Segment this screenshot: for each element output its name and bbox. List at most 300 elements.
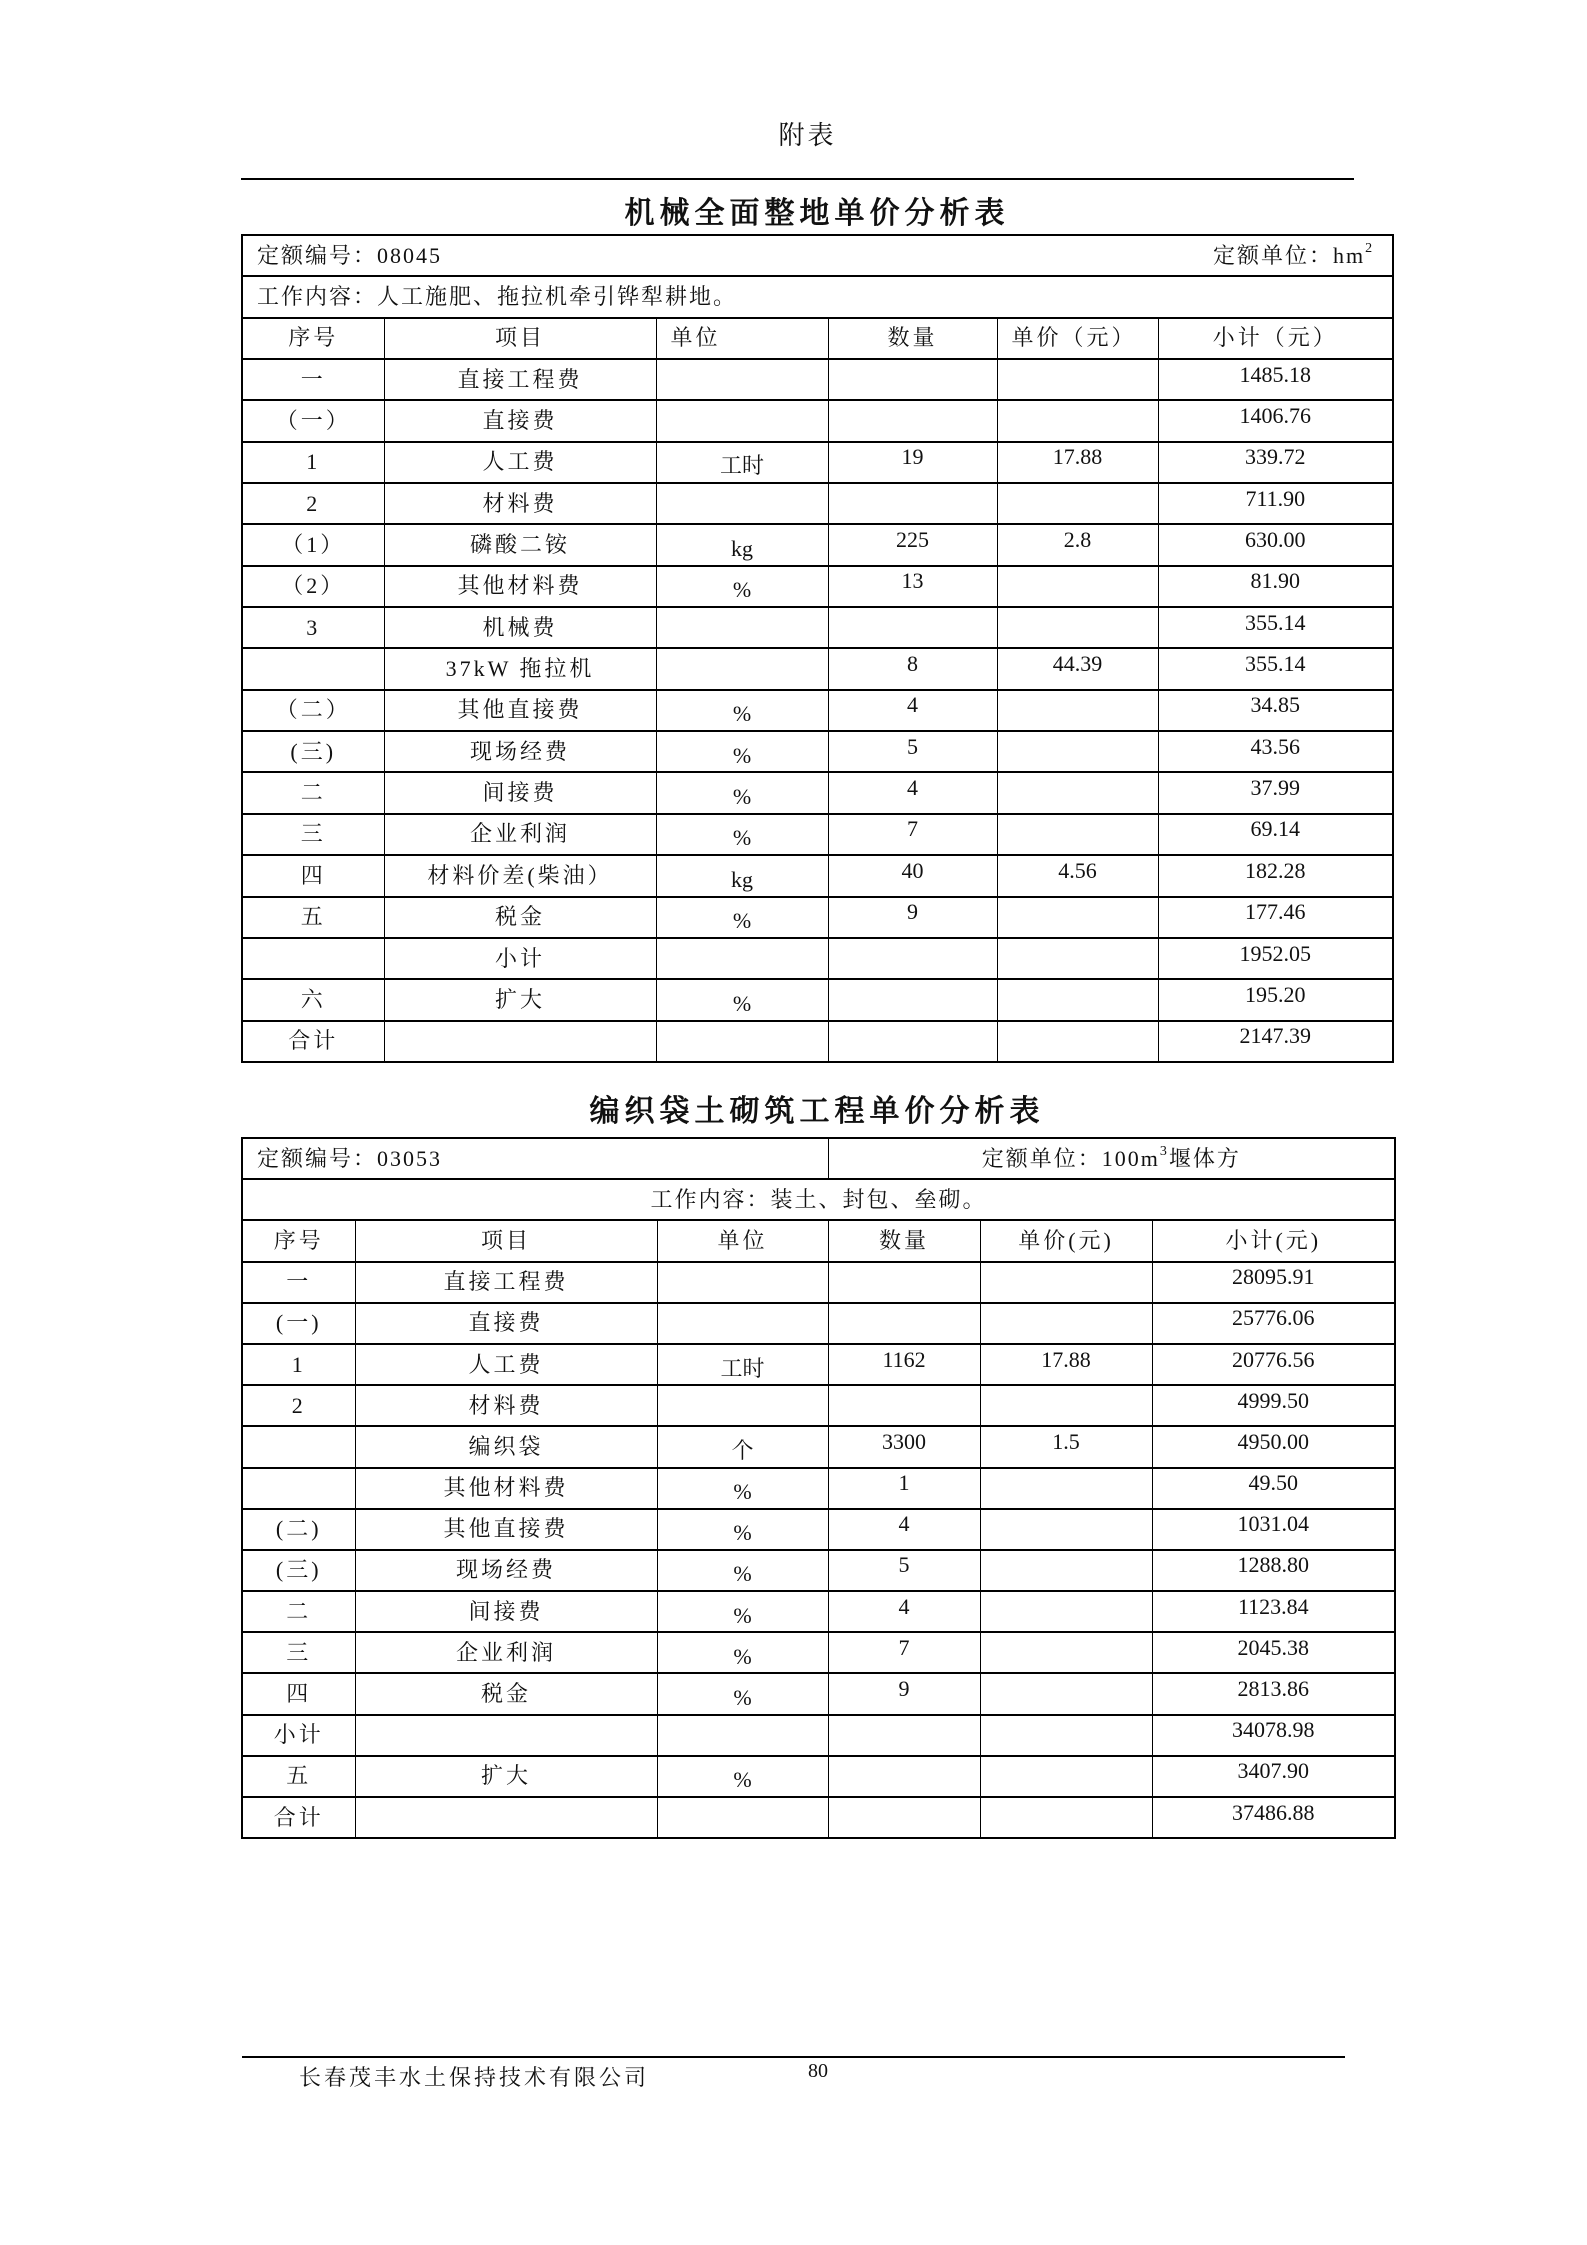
table2-cell-subtotal: 28095.91 [1232, 1264, 1315, 1290]
table1-header-qty: 数量 [828, 318, 997, 359]
table2-row [242, 1797, 1395, 1838]
table1-cell-item: 其他材料费 [457, 573, 583, 599]
table2-cell-unit: % [733, 1685, 752, 1711]
table1-cell [384, 731, 656, 772]
table1-header-item: 项目 [384, 318, 656, 359]
table2-row [242, 1303, 1395, 1344]
table1-cell [997, 690, 1158, 731]
table1-cell [997, 938, 1158, 979]
table1-title: 机械全面整地单价分析表 [624, 197, 1010, 230]
table2-cell [657, 1426, 828, 1467]
table2-cell-seq: (三) [275, 1557, 322, 1583]
table2-cell-subtotal: 20776.56 [1232, 1346, 1315, 1372]
table1-cell-subtotal: 355.14 [1245, 651, 1306, 677]
table1-cell [242, 648, 384, 689]
table1-cell [242, 897, 384, 938]
table1-row [242, 1021, 1393, 1062]
table1-cell-price: 44.39 [1052, 651, 1103, 677]
table1-cell [1158, 855, 1393, 896]
table1 [241, 234, 1394, 1063]
table2-cell [355, 1468, 657, 1509]
table2-cell [1152, 1303, 1395, 1344]
table2-row [242, 1632, 1395, 1673]
table1-cell-subtotal: 1952.05 [1239, 940, 1312, 966]
table1-cell-item: 间接费 [482, 780, 558, 806]
table1-cell [656, 524, 828, 565]
table2-cell [1152, 1468, 1395, 1509]
table1-cell-item: 现场经费 [469, 738, 570, 764]
table2-cell [1152, 1385, 1395, 1426]
table2-cell-subtotal: 4950.00 [1237, 1428, 1310, 1454]
table1-cell [997, 566, 1158, 607]
table1-row [242, 979, 1393, 1020]
table2-cell-subtotal: 4999.50 [1237, 1387, 1310, 1413]
table2-cell [980, 1550, 1152, 1591]
table2-cell [980, 1632, 1152, 1673]
table1-cell-unit: % [732, 784, 752, 810]
table2-cell [355, 1591, 657, 1632]
table2-row [242, 1509, 1395, 1550]
table1-row [242, 855, 1393, 896]
table2-cell [980, 1468, 1152, 1509]
table1-cell-subtotal: 81.90 [1250, 568, 1301, 594]
table1-cell [656, 359, 828, 400]
table2-cell [657, 1673, 828, 1714]
table1-cell-item: 其他直接费 [457, 697, 583, 723]
table2-cell-unit: % [733, 1520, 752, 1546]
table1-cell [1158, 400, 1393, 441]
table2-cell [828, 1797, 980, 1838]
table1-header-seq: 序号 [242, 318, 384, 359]
table1-cell [384, 359, 656, 400]
table1-cell-qty: 4 [907, 692, 918, 718]
table1-cell [997, 524, 1158, 565]
table2-cell [355, 1303, 657, 1344]
table1-row [242, 814, 1393, 855]
table1-cell [1158, 359, 1393, 400]
table2-quota-unit-sup: 3 [1159, 1144, 1169, 1160]
table2-cell-item: 扩大 [480, 1763, 531, 1789]
table2-quota-unit [828, 1138, 1395, 1179]
table2-cell-subtotal: 1288.80 [1237, 1552, 1310, 1578]
table1-cell-subtotal: 177.46 [1245, 899, 1306, 925]
table2-cell-unit: % [733, 1561, 752, 1587]
table1-cell [1158, 690, 1393, 731]
table2-quota-no: 定额编号：03053 [242, 1138, 828, 1179]
table2-work-content: 工作内容：装土、封包、垒砌。 [242, 1179, 1395, 1220]
table2-cell [828, 1591, 980, 1632]
table1-cell [242, 566, 384, 607]
table2-cell-item: 人工费 [468, 1351, 544, 1377]
table2-cell [980, 1797, 1152, 1838]
table2-cell [355, 1756, 657, 1797]
table1-cell [656, 483, 828, 524]
table2-cell-subtotal: 34078.98 [1232, 1717, 1315, 1743]
table1-cell-seq: 一 [300, 366, 326, 392]
table2-cell [242, 1262, 355, 1303]
table1-cell-unit: % [732, 825, 752, 851]
table1-cell [828, 566, 997, 607]
table1-cell [242, 400, 384, 441]
table1-cell [997, 442, 1158, 483]
table1-cell [384, 442, 656, 483]
table1-cell [1158, 607, 1393, 648]
footer-rule [242, 2056, 1345, 2058]
table1-row [242, 938, 1393, 979]
table2-cell [242, 1673, 355, 1714]
table1-cell-qty: 19 [901, 444, 924, 470]
table2-row [242, 1262, 1395, 1303]
table1-cell [656, 979, 828, 1020]
table1-cell-price: 17.88 [1052, 444, 1103, 470]
table2-row [242, 1344, 1395, 1385]
table1-cell-qty: 8 [907, 651, 918, 677]
table1-header-row [242, 318, 1393, 359]
table1-cell [242, 731, 384, 772]
table1-work-content: 工作内容：人工施肥、拖拉机牵引铧犁耕地。 [242, 276, 1393, 317]
table1-cell-qty: 13 [901, 568, 924, 594]
table2-quota-unit-suffix: 堰体方 [1168, 1145, 1241, 1171]
table1-cell-seq: 1 [306, 449, 321, 475]
table1-cell [828, 648, 997, 689]
table2-quota-unit-label: 定额单位：100m [981, 1145, 1160, 1171]
table2-cell-seq: (一) [275, 1310, 322, 1336]
table1-cell [997, 607, 1158, 648]
table2-cell [828, 1756, 980, 1797]
table1-cell [242, 814, 384, 855]
table1-cell [1158, 442, 1393, 483]
table1-cell [828, 938, 997, 979]
table1-cell [1158, 648, 1393, 689]
table2-cell-seq: 三 [286, 1639, 312, 1665]
table2-cell [1152, 1344, 1395, 1385]
table1-header-unit: 单位 [656, 318, 828, 359]
table2-cell [828, 1715, 980, 1756]
table2-header-unit: 单位 [657, 1220, 828, 1261]
table2-cell-price: 17.88 [1041, 1346, 1091, 1372]
table1-cell [384, 690, 656, 731]
table1-row [242, 524, 1393, 565]
table1-cell [384, 979, 656, 1020]
table1-cell [656, 442, 828, 483]
table2-cell-seq: 合计 [273, 1804, 324, 1830]
table2-header-item: 项目 [355, 1220, 657, 1261]
table1-cell [656, 731, 828, 772]
table2-cell-qty: 1162 [882, 1346, 926, 1372]
table1-cell-subtotal: 339.72 [1245, 444, 1306, 470]
table1-cell-item: 税金 [494, 904, 545, 930]
table2-cell [657, 1632, 828, 1673]
table1-cell [656, 690, 828, 731]
table2-header-subtotal: 小计(元) [1152, 1220, 1395, 1261]
table1-cell-subtotal: 1485.18 [1239, 361, 1312, 387]
table2-cell [980, 1385, 1152, 1426]
table2-cell [657, 1591, 828, 1632]
table2-row [242, 1426, 1395, 1467]
table1-cell [997, 772, 1158, 813]
table2-cell-seq: 一 [286, 1269, 312, 1295]
table1-cell [1158, 566, 1393, 607]
table1-cell [384, 1021, 656, 1062]
table1-cell-unit: 工时 [719, 453, 764, 479]
table2-cell [657, 1344, 828, 1385]
table2-header-qty: 数量 [828, 1220, 980, 1261]
table1-cell [384, 566, 656, 607]
table1-cell [828, 690, 997, 731]
table1-cell [828, 607, 997, 648]
table1-cell [1158, 524, 1393, 565]
table1-cell-seq: （一） [275, 408, 351, 434]
table1-cell-subtotal: 711.90 [1245, 485, 1306, 511]
table2-cell [980, 1756, 1152, 1797]
table1-cell-item: 直接工程费 [457, 366, 583, 392]
table1-cell-price: 2.8 [1063, 527, 1092, 553]
table2-cell-item: 其他材料费 [443, 1475, 569, 1501]
table1-cell [997, 400, 1158, 441]
footer-company: 长春茂丰水土保持技术有限公司 [299, 2065, 650, 2090]
table2-cell-subtotal: 49.50 [1248, 1470, 1299, 1496]
table1-cell [1158, 772, 1393, 813]
table1-row [242, 359, 1393, 400]
table2-cell-seq: 小计 [273, 1722, 324, 1748]
table2-cell [242, 1632, 355, 1673]
table1-cell-seq: 五 [300, 904, 326, 930]
table2-cell [980, 1303, 1152, 1344]
table1-cell-seq: 2 [306, 490, 321, 516]
table1-cell-item: 直接费 [482, 408, 558, 434]
table1-cell [242, 690, 384, 731]
table2-cell [980, 1509, 1152, 1550]
table1-cell-unit: kg [731, 536, 753, 562]
table1-cell [384, 772, 656, 813]
table1-cell [242, 442, 384, 483]
table2-cell [828, 1426, 980, 1467]
table1-cell-seq: 3 [306, 614, 321, 640]
table1-cell [384, 400, 656, 441]
table1-cell [242, 483, 384, 524]
table2-cell [355, 1673, 657, 1714]
table1-cell [656, 607, 828, 648]
table1-cell-unit: % [732, 701, 752, 727]
table2-cell [828, 1632, 980, 1673]
table2-cell [355, 1344, 657, 1385]
table1-cell-seq: （1） [281, 532, 346, 558]
table2-cell [1152, 1550, 1395, 1591]
table1-cell [384, 855, 656, 896]
table2-row [242, 1673, 1395, 1714]
table1-quota-no: 定额编号：08045 [257, 242, 443, 268]
table1-cell [997, 359, 1158, 400]
table2-cell [828, 1385, 980, 1426]
table1-cell-qty: 7 [907, 816, 918, 842]
table1-cell-seq: 合计 [288, 1028, 339, 1054]
table1-cell-seq: （2） [281, 573, 346, 599]
table1-cell [997, 483, 1158, 524]
table2-cell [828, 1468, 980, 1509]
table1-header-price: 单价（元） [997, 318, 1158, 359]
table1-cell-subtotal: 34.85 [1250, 692, 1301, 718]
table2-cell-seq: 四 [286, 1681, 312, 1707]
table2-cell [980, 1344, 1152, 1385]
table1-cell [828, 442, 997, 483]
table2-cell [242, 1344, 355, 1385]
table1-cell-subtotal: 355.14 [1245, 609, 1306, 635]
table1-row [242, 442, 1393, 483]
table1-cell-subtotal: 1406.76 [1239, 403, 1312, 429]
table1-row [242, 400, 1393, 441]
table2-cell [828, 1344, 980, 1385]
table2-cell-unit: 个 [731, 1437, 754, 1463]
table1-cell [242, 938, 384, 979]
table2-cell [657, 1468, 828, 1509]
table2-cell [657, 1509, 828, 1550]
table1-cell-seq: (三) [290, 738, 337, 764]
table2-cell [242, 1509, 355, 1550]
table1-cell-item: 扩大 [494, 986, 545, 1012]
table2-header-seq: 序号 [242, 1220, 355, 1261]
header-rule [241, 178, 1354, 180]
table1-cell-subtotal: 43.56 [1250, 733, 1301, 759]
table1-cell [242, 855, 384, 896]
table1-header-subtotal: 小计（元） [1158, 318, 1393, 359]
table2-cell [355, 1426, 657, 1467]
table2-cell-qty: 4 [898, 1511, 910, 1537]
table1-cell [242, 524, 384, 565]
table1-cell [384, 814, 656, 855]
table1-row [242, 566, 1393, 607]
table1-cell-seq: 三 [300, 821, 326, 847]
table1-cell-qty: 4 [907, 775, 918, 801]
table2-cell-price: 1.5 [1052, 1428, 1080, 1454]
table2-cell [242, 1797, 355, 1838]
table2-cell [355, 1385, 657, 1426]
table2-cell-unit: % [733, 1602, 752, 1628]
table2-cell-unit: 工时 [720, 1355, 765, 1381]
table1-row [242, 897, 1393, 938]
table1-cell [384, 524, 656, 565]
table2-cell [242, 1426, 355, 1467]
table1-cell [997, 897, 1158, 938]
table1-cell [997, 648, 1158, 689]
table1-cell [656, 855, 828, 896]
table1-cell [828, 731, 997, 772]
table1-quota-unit [1212, 241, 1392, 268]
table2-cell [657, 1715, 828, 1756]
table1-cell-subtotal: 69.14 [1250, 816, 1301, 842]
table2-cell [1152, 1591, 1395, 1632]
table2-cell-item: 企业利润 [455, 1639, 556, 1665]
table1-cell [384, 897, 656, 938]
table2-cell [242, 1468, 355, 1509]
table2-cell-subtotal: 1031.04 [1237, 1511, 1310, 1537]
table2-row [242, 1715, 1395, 1756]
table2-cell-subtotal: 2045.38 [1237, 1634, 1310, 1660]
page-header: 附表 [778, 121, 837, 150]
table2-cell-unit: % [733, 1643, 752, 1669]
table2-cell [657, 1262, 828, 1303]
table1-cell-item: 小计 [494, 945, 545, 971]
table2-header-price: 单价(元) [980, 1220, 1152, 1261]
table1-cell [656, 814, 828, 855]
table2-cell-qty: 4 [898, 1593, 910, 1619]
table2-cell [828, 1673, 980, 1714]
table1-cell [242, 607, 384, 648]
table1-cell [656, 566, 828, 607]
table1-cell [384, 938, 656, 979]
table2 [241, 1137, 1396, 1839]
table2-cell-seq: 1 [291, 1351, 306, 1377]
table1-cell-qty: 225 [896, 527, 929, 553]
table1-cell-unit: % [732, 990, 752, 1016]
table2-cell [242, 1756, 355, 1797]
table1-cell-item: 材料费 [482, 490, 558, 516]
table1-cell-subtotal: 195.20 [1245, 981, 1306, 1007]
table2-cell-item: 间接费 [468, 1598, 544, 1624]
table2-cell [1152, 1632, 1395, 1673]
table2-cell [657, 1385, 828, 1426]
table1-cell [656, 648, 828, 689]
table1-cell [828, 979, 997, 1020]
table2-cell [980, 1715, 1152, 1756]
table2-row [242, 1468, 1395, 1509]
table2-header-row [242, 1220, 1395, 1261]
table1-cell-seq: 二 [300, 780, 326, 806]
table2-cell [242, 1385, 355, 1426]
table1-cell [242, 1021, 384, 1062]
table1-cell [384, 607, 656, 648]
table2-cell-qty: 7 [898, 1634, 910, 1660]
table2-row [242, 1550, 1395, 1591]
table1-cell [997, 1021, 1158, 1062]
table1-cell-unit: % [732, 908, 752, 934]
table1-cell [242, 359, 384, 400]
table2-cell-subtotal: 2813.86 [1237, 1676, 1310, 1702]
table2-cell [657, 1303, 828, 1344]
table2-cell [828, 1303, 980, 1344]
table1-cell [656, 772, 828, 813]
table1-cell [1158, 979, 1393, 1020]
table1-cell-seq: （二） [275, 697, 351, 723]
table2-cell [1152, 1715, 1395, 1756]
table1-cell-qty: 40 [901, 857, 924, 883]
table2-cell-seq: 五 [286, 1763, 312, 1789]
table1-cell-item: 人工费 [482, 449, 558, 475]
table1-cell [384, 648, 656, 689]
table1-row [242, 690, 1393, 731]
table2-cell-subtotal: 37486.88 [1232, 1799, 1315, 1825]
table2-cell [242, 1715, 355, 1756]
table2-cell [1152, 1756, 1395, 1797]
table1-cell-subtotal: 630.00 [1245, 527, 1306, 553]
table2-cell-seq: 2 [291, 1392, 306, 1418]
table2-cell [355, 1509, 657, 1550]
table2-cell-item: 直接费 [468, 1310, 544, 1336]
table1-cell-seq: 六 [300, 986, 326, 1012]
table1-cell [828, 483, 997, 524]
table2-cell [657, 1756, 828, 1797]
table1-cell [242, 772, 384, 813]
table1-cell [828, 814, 997, 855]
table1-quota-unit-label: 定额单位：hm [1212, 242, 1366, 268]
table2-row [242, 1385, 1395, 1426]
table1-row [242, 607, 1393, 648]
table2-cell [657, 1797, 828, 1838]
table2-cell [355, 1550, 657, 1591]
table1-cell-unit: % [732, 577, 752, 603]
table1-cell [828, 359, 997, 400]
table2-cell-unit: % [733, 1767, 752, 1793]
table2-title: 编织袋土砌筑工程单价分析表 [589, 1095, 1045, 1128]
